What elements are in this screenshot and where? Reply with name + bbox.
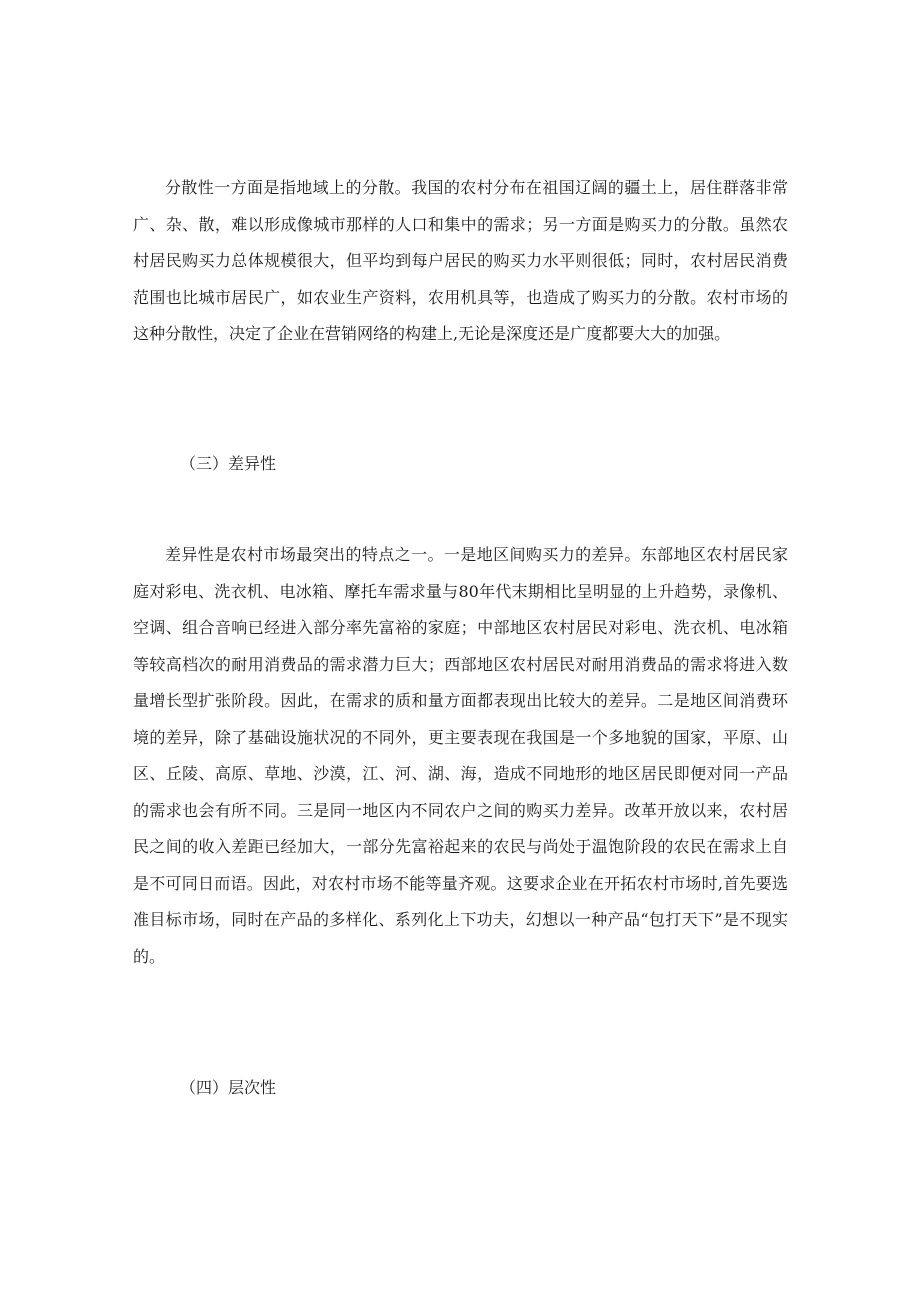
paragraph-difference: 差异性是农村市场最突出的特点之一。一是地区间购买力的差异。东部地区农村居民家庭对彩电、洗衣机、电冰箱、摩托车需求量与80年代末期相比呈明显的上升趋势，录像机、空调、组合音响已经进入部分率先富裕的家庭；中部地区农村居民对彩电、洗衣机、电冰箱等较高档次的耐用消费品的需求潜力巨大；西部地区农村居民对耐用消费品的需求将进入数量增长型扩张阶段。因此，在需求的质和量方面都表现出比较大的差异。二是地区间消费环境的差异，除了基础设施状况的不同外，更主要表现在我国是一个多地貌的国家，平原、山区、丘陵、高原、草地、沙漠，江、河、湖、海，造成不同地形的地区居民即便对同一产品的需求也会有所不同。三是同一地区内不同农户之间的购买力差异。改革开放以来，农村居民之间的收入差距已经加大，一部分先富裕起来的农民与尚处于温饱阶段的农民在需求上自是不可同日而语。因此，对农村市场不能等量齐观。这要求企业在开拓农村市场时,首先要选准目标市场，同时在产品的多样化、系列化上下功夫，幻想以一种产品“包打天下”是不现实的。 (133, 545, 788, 966)
paragraph-dispersion: 分散性一方面是指地域上的分散。我国的农村分布在祖国辽阔的疆土上，居住群落非常广、杂、散，难以形成像城市那样的人口和集中的需求；另一方面是购买力的分散。虽然农村居民购买力总体规模很大，但平均到每户居民的购买力水平则很低；同时，农村居民消费范围也比城市居民广，如农业生产资料，农用机具等，也造成了购买力的分散。农村市场的这种分散性，决定了企业在营销网络的构建上,无论是深度还是广度都要大大的加强。 (133, 178, 788, 343)
section-heading-difference: （三）差异性 (180, 454, 277, 473)
section-heading-hierarchy: （四）层次性 (180, 1078, 277, 1097)
